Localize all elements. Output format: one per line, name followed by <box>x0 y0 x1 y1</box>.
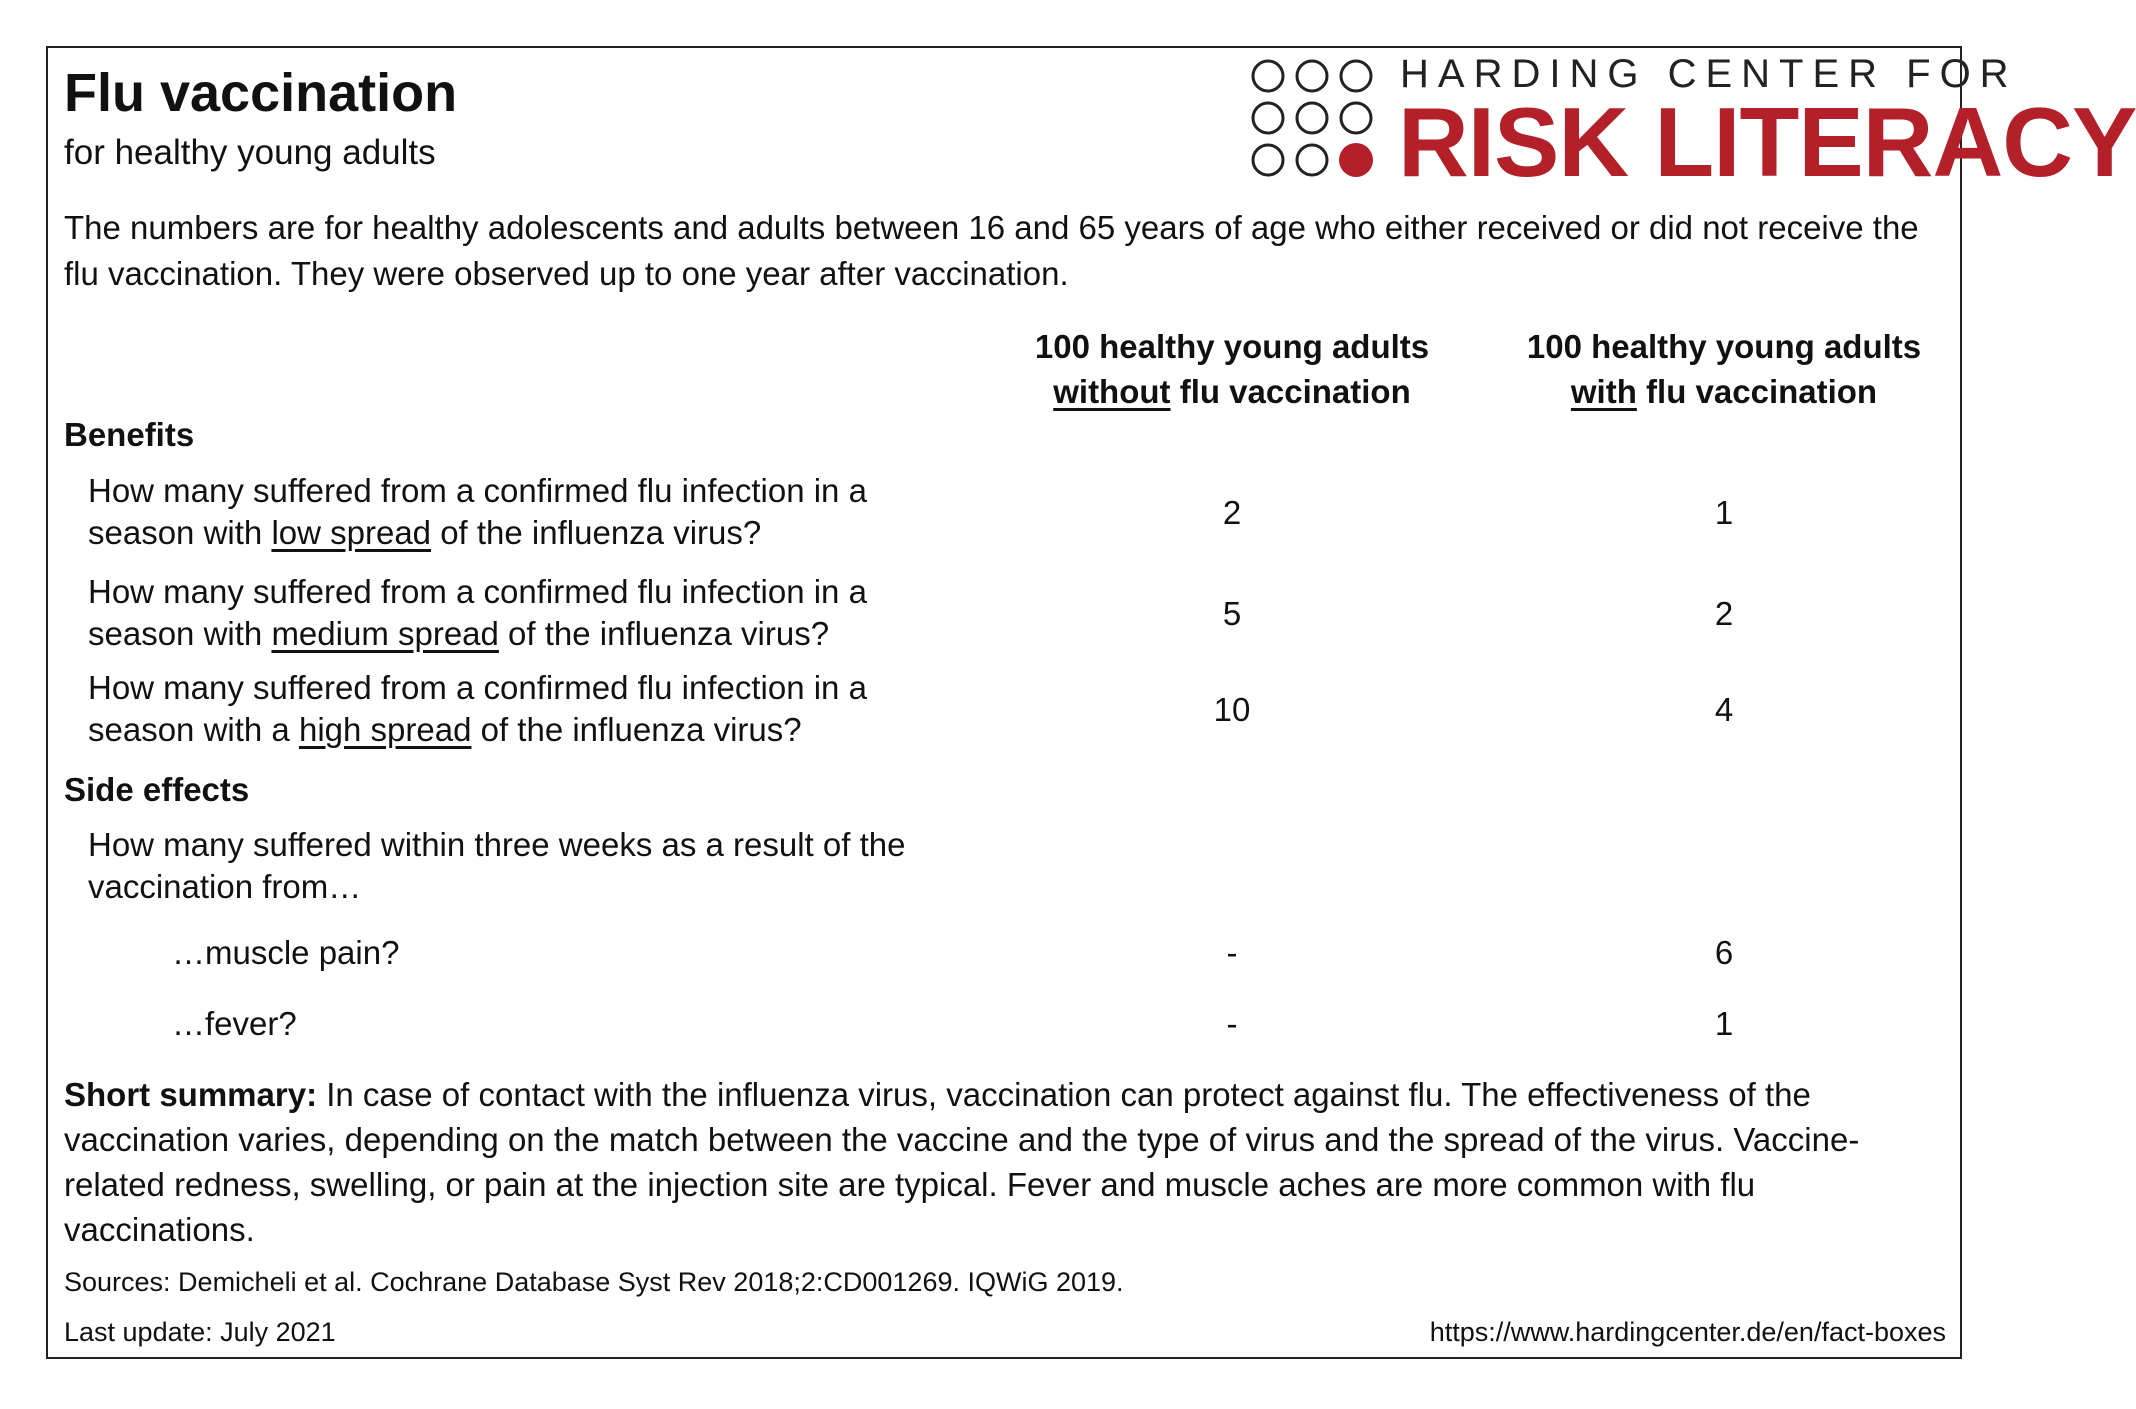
intro-text: The numbers are for healthy adolescents and adults between 16 and 65 years of age who either received or did not receive the flu vaccination. They were observed up to one year after vaccination. <box>64 209 1919 292</box>
value-with-muscle-pain: 6 <box>1714 934 1734 971</box>
summary-text: In case of contact with the influenza virus, vaccination can protect against flu. The effectiveness of the vaccination varies, depending on the match between the vaccine and the type of virus and the spread of the virus. Vaccine-related redness, swelling, or pain at the injection site are typical. Fever and muscle aches are more common with flu vaccinations. <box>64 1076 1860 1248</box>
side-effect-muscle-pain: …muscle pain? <box>172 934 400 971</box>
value-without-high: 10 <box>1213 691 1251 728</box>
column-header-emph: without <box>1053 373 1171 410</box>
page-title: Flu vaccination <box>64 63 458 123</box>
value-without-fever: - <box>1226 1005 1238 1042</box>
benefit-question-medium: How many suffered from a confirmed flu infection in a season with medium spread of the influenza virus? <box>88 573 867 652</box>
logo-dots-icon <box>1248 56 1388 178</box>
logo-text-top: HARDING CENTER FOR <box>1400 52 2018 96</box>
column-header-rest: flu vaccination <box>1170 373 1411 410</box>
value-without-medium: 5 <box>1222 595 1242 632</box>
value-with-high: 4 <box>1714 691 1734 728</box>
logo-text-bottom: RISK LITERACY <box>1398 87 2136 197</box>
benefit-question-low: How many suffered from a confirmed flu infection in a season with low spread of the influenza virus? <box>88 472 867 551</box>
benefits-heading: Benefits <box>64 416 195 453</box>
page-subtitle: for healthy young adults <box>64 133 436 172</box>
column-header-emph: with <box>1570 373 1637 410</box>
summary-label: Short summary: <box>64 1076 318 1113</box>
column-header-without <box>982 324 1482 414</box>
value-with-low: 1 <box>1714 494 1734 531</box>
value-with-fever: 1 <box>1714 1005 1734 1042</box>
fact-box-url-link[interactable]: https://www.hardingcenter.de/en/fact-boxes <box>1429 1317 1946 1347</box>
value-without-muscle-pain: - <box>1226 934 1238 971</box>
column-header-with <box>1474 324 1974 414</box>
last-update-text: Last update: July 2021 <box>64 1317 336 1347</box>
column-header-rest: flu vaccination <box>1636 373 1878 410</box>
short-summary <box>64 1072 1934 1252</box>
value-with-medium: 2 <box>1714 595 1734 632</box>
side-effect-fever: …fever? <box>172 1005 297 1042</box>
column-header-line1: 100 healthy young adults <box>1526 328 1922 365</box>
sources-text: Sources: Demicheli et al. Cochrane Database Syst Rev 2018;2:CD001269. IQWiG 2019. <box>64 1267 1124 1297</box>
side-effects-question: How many suffered within three weeks as a result of the vaccination from… <box>88 826 906 905</box>
side-effects-heading: Side effects <box>64 771 250 808</box>
column-header-line1: 100 healthy young adults <box>1034 328 1430 365</box>
benefit-question-high: How many suffered from a confirmed flu infection in a season with a high spread of the influenza virus? <box>88 669 867 748</box>
value-without-low: 2 <box>1222 494 1242 531</box>
